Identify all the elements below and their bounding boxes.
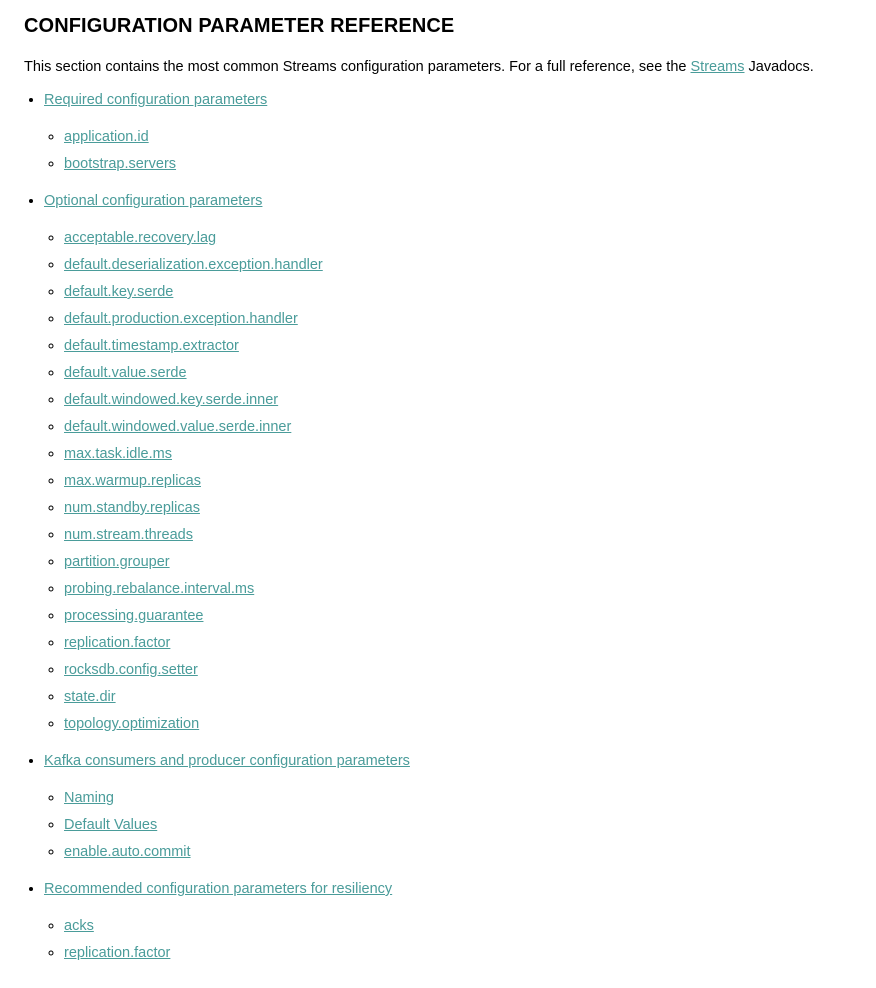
toc-link-probing-rebalance-interval-ms[interactable]: probing.rebalance.interval.ms bbox=[64, 581, 255, 597]
toc-link-rocksdb-config-setter[interactable]: rocksdb.config.setter bbox=[64, 662, 198, 678]
list-item bbox=[64, 686, 852, 708]
toc-sublist-kafka-clients bbox=[44, 787, 852, 863]
list-item bbox=[64, 443, 852, 465]
toc-link-num-standby-replicas[interactable]: num.standby.replicas bbox=[64, 500, 200, 516]
toc-link-acks[interactable]: acks bbox=[64, 918, 94, 934]
list-item bbox=[64, 126, 852, 148]
toc-link-default-deserialization-exception-handler[interactable]: default.deserialization.exception.handler bbox=[64, 257, 323, 273]
toc-link-acceptable-recovery-lag[interactable]: acceptable.recovery.lag bbox=[64, 230, 217, 246]
list-item bbox=[64, 335, 852, 357]
toc-section-resiliency bbox=[44, 878, 852, 964]
toc-link-default-windowed-value-serde-inner[interactable]: default.windowed.value.serde.inner bbox=[64, 419, 292, 435]
list-item bbox=[64, 362, 852, 384]
toc-link-required-parameters[interactable]: Required configuration parameters bbox=[44, 92, 268, 108]
toc-sublist-optional bbox=[44, 227, 852, 735]
toc-link-optional-parameters[interactable]: Optional configuration parameters bbox=[44, 193, 263, 209]
toc-link-replication-factor[interactable]: replication.factor bbox=[64, 635, 171, 651]
toc-link-application-id[interactable]: application.id bbox=[64, 129, 149, 145]
intro-text-after: Javadocs. bbox=[744, 59, 814, 75]
toc-link-num-stream-threads[interactable]: num.stream.threads bbox=[64, 527, 193, 543]
toc-link-enable-auto-commit[interactable]: enable.auto.commit bbox=[64, 844, 191, 860]
list-item bbox=[64, 632, 852, 654]
list-item bbox=[64, 470, 852, 492]
toc-link-default-value-serde[interactable]: default.value.serde bbox=[64, 365, 187, 381]
toc-sublist-required bbox=[44, 126, 852, 175]
toc-section-required bbox=[44, 89, 852, 175]
toc-section-kafka-clients bbox=[44, 750, 852, 863]
toc-link-max-warmup-replicas[interactable]: max.warmup.replicas bbox=[64, 473, 201, 489]
list-item bbox=[64, 814, 852, 836]
intro-text-before: This section contains the most common Streams configuration parameters. For a full reference, see the bbox=[24, 59, 691, 75]
intro-paragraph bbox=[24, 56, 852, 78]
toc-link-default-key-serde[interactable]: default.key.serde bbox=[64, 284, 174, 300]
list-item bbox=[64, 497, 852, 519]
list-item bbox=[64, 713, 852, 735]
page-title: CONFIGURATION PARAMETER REFERENCE bbox=[24, 15, 455, 37]
list-item bbox=[64, 281, 852, 303]
list-item bbox=[64, 605, 852, 627]
toc-section-optional bbox=[44, 190, 852, 735]
list-item bbox=[64, 841, 852, 863]
toc-link-topology-optimization[interactable]: topology.optimization bbox=[64, 716, 200, 732]
toc-link-naming[interactable]: Naming bbox=[64, 790, 114, 806]
toc-link-default-windowed-key-serde-inner[interactable]: default.windowed.key.serde.inner bbox=[64, 392, 279, 408]
list-item bbox=[64, 659, 852, 681]
toc-link-partition-grouper[interactable]: partition.grouper bbox=[64, 554, 170, 570]
list-item bbox=[64, 551, 852, 573]
list-item bbox=[64, 227, 852, 249]
list-item bbox=[64, 389, 852, 411]
toc-link-bootstrap-servers[interactable]: bootstrap.servers bbox=[64, 156, 177, 172]
list-item bbox=[64, 524, 852, 546]
list-item bbox=[64, 153, 852, 175]
list-item bbox=[64, 787, 852, 809]
toc-sublist-resiliency bbox=[44, 915, 852, 964]
streams-javadocs-link[interactable]: Streams bbox=[690, 59, 745, 75]
list-item bbox=[64, 578, 852, 600]
list-item bbox=[64, 416, 852, 438]
toc-link-processing-guarantee[interactable]: processing.guarantee bbox=[64, 608, 204, 624]
toc-link-max-task-idle-ms[interactable]: max.task.idle.ms bbox=[64, 446, 172, 462]
list-item bbox=[64, 308, 852, 330]
toc-link-default-timestamp-extractor[interactable]: default.timestamp.extractor bbox=[64, 338, 239, 354]
list-item bbox=[64, 915, 852, 937]
toc-link-default-values[interactable]: Default Values bbox=[64, 817, 158, 833]
toc-link-kafka-clients-parameters[interactable]: Kafka consumers and producer configuration parameters bbox=[44, 753, 410, 769]
toc-link-resiliency-parameters[interactable]: Recommended configuration parameters for resiliency bbox=[44, 881, 393, 897]
list-item bbox=[64, 254, 852, 276]
toc-link-state-dir[interactable]: state.dir bbox=[64, 689, 116, 705]
table-of-contents bbox=[24, 89, 852, 964]
list-item bbox=[64, 942, 852, 964]
toc-link-default-production-exception-handler[interactable]: default.production.exception.handler bbox=[64, 311, 298, 327]
toc-link-resiliency-replication-factor[interactable]: replication.factor bbox=[64, 945, 171, 961]
